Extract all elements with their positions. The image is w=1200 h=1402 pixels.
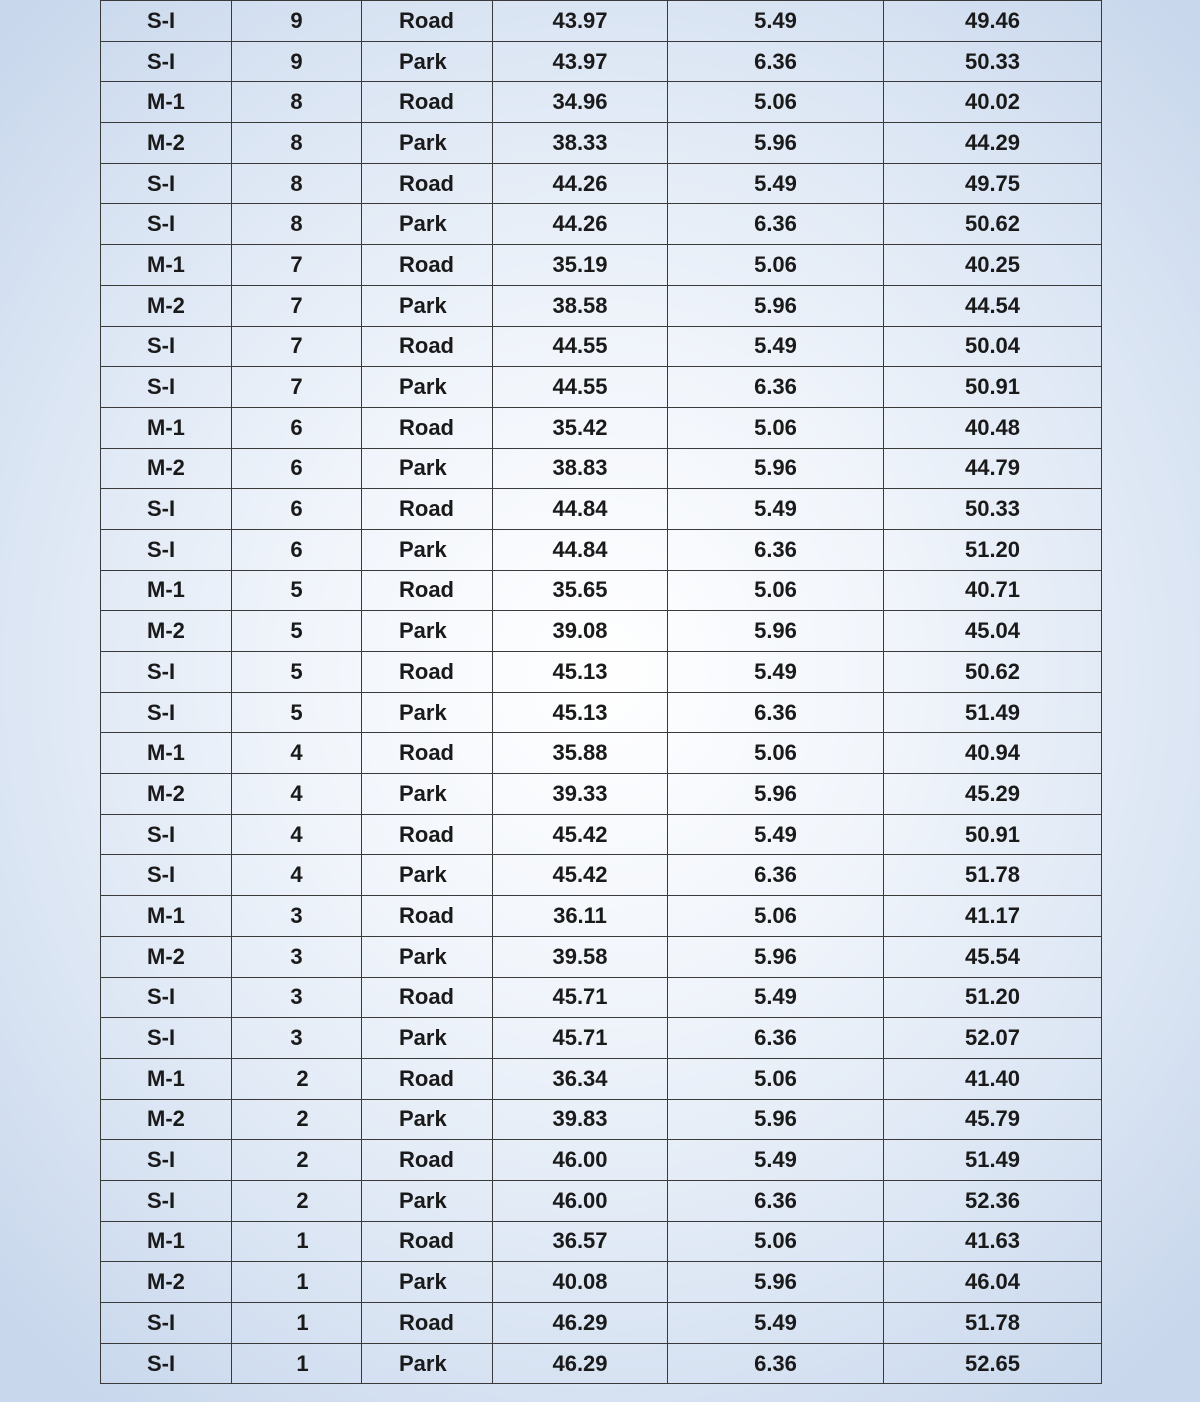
number-cell: 7	[232, 326, 362, 367]
total-value-cell: 50.62	[884, 204, 1102, 245]
table-row	[101, 814, 1102, 855]
table-row	[101, 82, 1102, 123]
table-row	[101, 896, 1102, 937]
addition-value-cell: 6.36	[668, 367, 884, 408]
table-row	[101, 1180, 1102, 1221]
number-cell: 1	[232, 1262, 362, 1303]
base-value-cell: 45.13	[493, 692, 668, 733]
location-cell: Road	[362, 1303, 493, 1344]
category-cell: S-I	[101, 1343, 232, 1384]
total-value-cell: 49.75	[884, 163, 1102, 204]
category-cell: S-I	[101, 489, 232, 530]
category-cell: S-I	[101, 204, 232, 245]
category-cell: M-2	[101, 285, 232, 326]
location-cell: Park	[362, 774, 493, 815]
table-row	[101, 652, 1102, 693]
total-value-cell: 44.79	[884, 448, 1102, 489]
addition-value-cell: 5.96	[668, 123, 884, 164]
number-cell: 9	[232, 41, 362, 82]
category-cell: S-I	[101, 855, 232, 896]
number-cell: 2	[232, 1058, 362, 1099]
total-value-cell: 40.71	[884, 570, 1102, 611]
number-cell: 3	[232, 1018, 362, 1059]
base-value-cell: 46.00	[493, 1180, 668, 1221]
base-value-cell: 36.57	[493, 1221, 668, 1262]
table-row	[101, 1343, 1102, 1384]
addition-value-cell: 5.49	[668, 163, 884, 204]
total-value-cell: 51.49	[884, 1140, 1102, 1181]
addition-value-cell: 5.06	[668, 407, 884, 448]
location-cell: Park	[362, 123, 493, 164]
location-cell: Road	[362, 896, 493, 937]
category-cell: M-1	[101, 245, 232, 286]
number-cell: 6	[232, 529, 362, 570]
category-cell: S-I	[101, 1, 232, 42]
table-row	[101, 1058, 1102, 1099]
location-cell: Road	[362, 1221, 493, 1262]
addition-value-cell: 5.49	[668, 1303, 884, 1344]
location-cell: Road	[362, 1140, 493, 1181]
location-cell: Park	[362, 1018, 493, 1059]
category-cell: S-I	[101, 41, 232, 82]
base-value-cell: 46.00	[493, 1140, 668, 1181]
location-cell: Road	[362, 814, 493, 855]
table-row	[101, 41, 1102, 82]
number-cell: 5	[232, 611, 362, 652]
addition-value-cell: 5.49	[668, 977, 884, 1018]
table-row	[101, 692, 1102, 733]
table-row	[101, 285, 1102, 326]
addition-value-cell: 5.49	[668, 489, 884, 530]
base-value-cell: 44.26	[493, 163, 668, 204]
number-cell: 1	[232, 1303, 362, 1344]
addition-value-cell: 5.96	[668, 936, 884, 977]
category-cell: S-I	[101, 652, 232, 693]
number-cell: 2	[232, 1099, 362, 1140]
category-cell: S-I	[101, 1303, 232, 1344]
base-value-cell: 46.29	[493, 1343, 668, 1384]
number-cell: 9	[232, 1, 362, 42]
number-cell: 6	[232, 448, 362, 489]
number-cell: 8	[232, 163, 362, 204]
base-value-cell: 36.11	[493, 896, 668, 937]
total-value-cell: 44.29	[884, 123, 1102, 164]
number-cell: 8	[232, 204, 362, 245]
number-cell: 6	[232, 489, 362, 530]
number-cell: 2	[232, 1180, 362, 1221]
base-value-cell: 44.55	[493, 367, 668, 408]
base-value-cell: 36.34	[493, 1058, 668, 1099]
base-value-cell: 44.26	[493, 204, 668, 245]
total-value-cell: 41.17	[884, 896, 1102, 937]
total-value-cell: 50.33	[884, 41, 1102, 82]
addition-value-cell: 5.49	[668, 326, 884, 367]
location-cell: Park	[362, 529, 493, 570]
location-cell: Road	[362, 1058, 493, 1099]
table-row	[101, 407, 1102, 448]
table-row	[101, 855, 1102, 896]
total-value-cell: 52.65	[884, 1343, 1102, 1384]
location-cell: Park	[362, 1180, 493, 1221]
total-value-cell: 52.07	[884, 1018, 1102, 1059]
total-value-cell: 49.46	[884, 1, 1102, 42]
total-value-cell: 45.54	[884, 936, 1102, 977]
number-cell: 1	[232, 1343, 362, 1384]
total-value-cell: 45.79	[884, 1099, 1102, 1140]
total-value-cell: 44.54	[884, 285, 1102, 326]
total-value-cell: 51.20	[884, 977, 1102, 1018]
base-value-cell: 44.55	[493, 326, 668, 367]
base-value-cell: 38.33	[493, 123, 668, 164]
total-value-cell: 50.91	[884, 814, 1102, 855]
location-cell: Park	[362, 448, 493, 489]
base-value-cell: 39.08	[493, 611, 668, 652]
addition-value-cell: 6.36	[668, 692, 884, 733]
location-cell: Park	[362, 1262, 493, 1303]
location-cell: Park	[362, 41, 493, 82]
number-cell: 3	[232, 977, 362, 1018]
category-cell: M-1	[101, 570, 232, 611]
rate-table	[100, 0, 1102, 1384]
base-value-cell: 34.96	[493, 82, 668, 123]
total-value-cell: 50.33	[884, 489, 1102, 530]
total-value-cell: 41.63	[884, 1221, 1102, 1262]
table-row	[101, 1221, 1102, 1262]
location-cell: Park	[362, 855, 493, 896]
base-value-cell: 35.65	[493, 570, 668, 611]
base-value-cell: 39.83	[493, 1099, 668, 1140]
table-row	[101, 448, 1102, 489]
number-cell: 3	[232, 936, 362, 977]
total-value-cell: 50.91	[884, 367, 1102, 408]
addition-value-cell: 6.36	[668, 529, 884, 570]
table-row	[101, 123, 1102, 164]
addition-value-cell: 6.36	[668, 41, 884, 82]
category-cell: S-I	[101, 326, 232, 367]
table-row	[101, 367, 1102, 408]
table-row	[101, 733, 1102, 774]
addition-value-cell: 5.06	[668, 570, 884, 611]
table-row	[101, 977, 1102, 1018]
base-value-cell: 45.71	[493, 1018, 668, 1059]
addition-value-cell: 5.49	[668, 1140, 884, 1181]
table-row	[101, 611, 1102, 652]
addition-value-cell: 5.06	[668, 1221, 884, 1262]
category-cell: S-I	[101, 367, 232, 408]
table-row	[101, 245, 1102, 286]
location-cell: Park	[362, 936, 493, 977]
number-cell: 7	[232, 285, 362, 326]
location-cell: Park	[362, 285, 493, 326]
location-cell: Road	[362, 82, 493, 123]
location-cell: Road	[362, 407, 493, 448]
total-value-cell: 51.20	[884, 529, 1102, 570]
category-cell: S-I	[101, 1140, 232, 1181]
table-row	[101, 570, 1102, 611]
addition-value-cell: 5.06	[668, 733, 884, 774]
base-value-cell: 46.29	[493, 1303, 668, 1344]
category-cell: M-1	[101, 1058, 232, 1099]
addition-value-cell: 6.36	[668, 855, 884, 896]
category-cell: M-2	[101, 611, 232, 652]
total-value-cell: 51.78	[884, 855, 1102, 896]
number-cell: 5	[232, 570, 362, 611]
table-row	[101, 1099, 1102, 1140]
location-cell: Road	[362, 570, 493, 611]
addition-value-cell: 5.06	[668, 245, 884, 286]
location-cell: Road	[362, 977, 493, 1018]
total-value-cell: 40.94	[884, 733, 1102, 774]
total-value-cell: 41.40	[884, 1058, 1102, 1099]
base-value-cell: 38.83	[493, 448, 668, 489]
base-value-cell: 35.19	[493, 245, 668, 286]
location-cell: Park	[362, 1099, 493, 1140]
category-cell: M-2	[101, 1262, 232, 1303]
base-value-cell: 38.58	[493, 285, 668, 326]
number-cell: 8	[232, 82, 362, 123]
addition-value-cell: 5.06	[668, 1058, 884, 1099]
addition-value-cell: 6.36	[668, 204, 884, 245]
base-value-cell: 45.13	[493, 652, 668, 693]
category-cell: M-1	[101, 1221, 232, 1262]
table-row	[101, 326, 1102, 367]
table-row	[101, 1, 1102, 42]
location-cell: Park	[362, 692, 493, 733]
addition-value-cell: 5.49	[668, 814, 884, 855]
category-cell: M-2	[101, 936, 232, 977]
base-value-cell: 44.84	[493, 489, 668, 530]
table-row	[101, 1262, 1102, 1303]
total-value-cell: 40.02	[884, 82, 1102, 123]
table-row	[101, 163, 1102, 204]
number-cell: 7	[232, 367, 362, 408]
location-cell: Road	[362, 326, 493, 367]
number-cell: 3	[232, 896, 362, 937]
number-cell: 7	[232, 245, 362, 286]
category-cell: S-I	[101, 814, 232, 855]
addition-value-cell: 5.96	[668, 774, 884, 815]
total-value-cell: 52.36	[884, 1180, 1102, 1221]
number-cell: 4	[232, 733, 362, 774]
base-value-cell: 40.08	[493, 1262, 668, 1303]
addition-value-cell: 5.96	[668, 611, 884, 652]
table-row	[101, 1018, 1102, 1059]
addition-value-cell: 6.36	[668, 1343, 884, 1384]
category-cell: M-1	[101, 82, 232, 123]
category-cell: M-2	[101, 774, 232, 815]
category-cell: S-I	[101, 163, 232, 204]
addition-value-cell: 5.06	[668, 82, 884, 123]
addition-value-cell: 5.96	[668, 448, 884, 489]
base-value-cell: 43.97	[493, 41, 668, 82]
location-cell: Road	[362, 245, 493, 286]
addition-value-cell: 5.96	[668, 1262, 884, 1303]
category-cell: S-I	[101, 529, 232, 570]
rate-table-body	[101, 1, 1102, 1384]
number-cell: 4	[232, 814, 362, 855]
category-cell: M-2	[101, 1099, 232, 1140]
location-cell: Park	[362, 367, 493, 408]
table-row	[101, 1303, 1102, 1344]
location-cell: Road	[362, 652, 493, 693]
table-row	[101, 774, 1102, 815]
table-row	[101, 936, 1102, 977]
total-value-cell: 45.29	[884, 774, 1102, 815]
category-cell: M-1	[101, 896, 232, 937]
addition-value-cell: 6.36	[668, 1018, 884, 1059]
category-cell: S-I	[101, 1180, 232, 1221]
category-cell: M-2	[101, 123, 232, 164]
category-cell: S-I	[101, 1018, 232, 1059]
total-value-cell: 46.04	[884, 1262, 1102, 1303]
addition-value-cell: 6.36	[668, 1180, 884, 1221]
total-value-cell: 51.49	[884, 692, 1102, 733]
table-row	[101, 489, 1102, 530]
total-value-cell: 50.04	[884, 326, 1102, 367]
location-cell: Road	[362, 1, 493, 42]
total-value-cell: 45.04	[884, 611, 1102, 652]
total-value-cell: 51.78	[884, 1303, 1102, 1344]
category-cell: M-2	[101, 448, 232, 489]
total-value-cell: 40.25	[884, 245, 1102, 286]
addition-value-cell: 5.96	[668, 285, 884, 326]
location-cell: Park	[362, 204, 493, 245]
category-cell: S-I	[101, 977, 232, 1018]
category-cell: M-1	[101, 733, 232, 774]
location-cell: Road	[362, 733, 493, 774]
number-cell: 4	[232, 774, 362, 815]
table-row	[101, 204, 1102, 245]
table-row	[101, 1140, 1102, 1181]
location-cell: Road	[362, 163, 493, 204]
number-cell: 2	[232, 1140, 362, 1181]
number-cell: 5	[232, 652, 362, 693]
addition-value-cell: 5.49	[668, 1, 884, 42]
base-value-cell: 35.88	[493, 733, 668, 774]
category-cell: S-I	[101, 692, 232, 733]
number-cell: 8	[232, 123, 362, 164]
base-value-cell: 39.33	[493, 774, 668, 815]
base-value-cell: 45.71	[493, 977, 668, 1018]
addition-value-cell: 5.06	[668, 896, 884, 937]
base-value-cell: 45.42	[493, 814, 668, 855]
location-cell: Park	[362, 1343, 493, 1384]
addition-value-cell: 5.96	[668, 1099, 884, 1140]
total-value-cell: 40.48	[884, 407, 1102, 448]
base-value-cell: 45.42	[493, 855, 668, 896]
number-cell: 1	[232, 1221, 362, 1262]
table-row	[101, 529, 1102, 570]
base-value-cell: 43.97	[493, 1, 668, 42]
base-value-cell: 39.58	[493, 936, 668, 977]
location-cell: Park	[362, 611, 493, 652]
base-value-cell: 35.42	[493, 407, 668, 448]
base-value-cell: 44.84	[493, 529, 668, 570]
total-value-cell: 50.62	[884, 652, 1102, 693]
number-cell: 5	[232, 692, 362, 733]
number-cell: 6	[232, 407, 362, 448]
location-cell: Road	[362, 489, 493, 530]
number-cell: 4	[232, 855, 362, 896]
category-cell: M-1	[101, 407, 232, 448]
addition-value-cell: 5.49	[668, 652, 884, 693]
